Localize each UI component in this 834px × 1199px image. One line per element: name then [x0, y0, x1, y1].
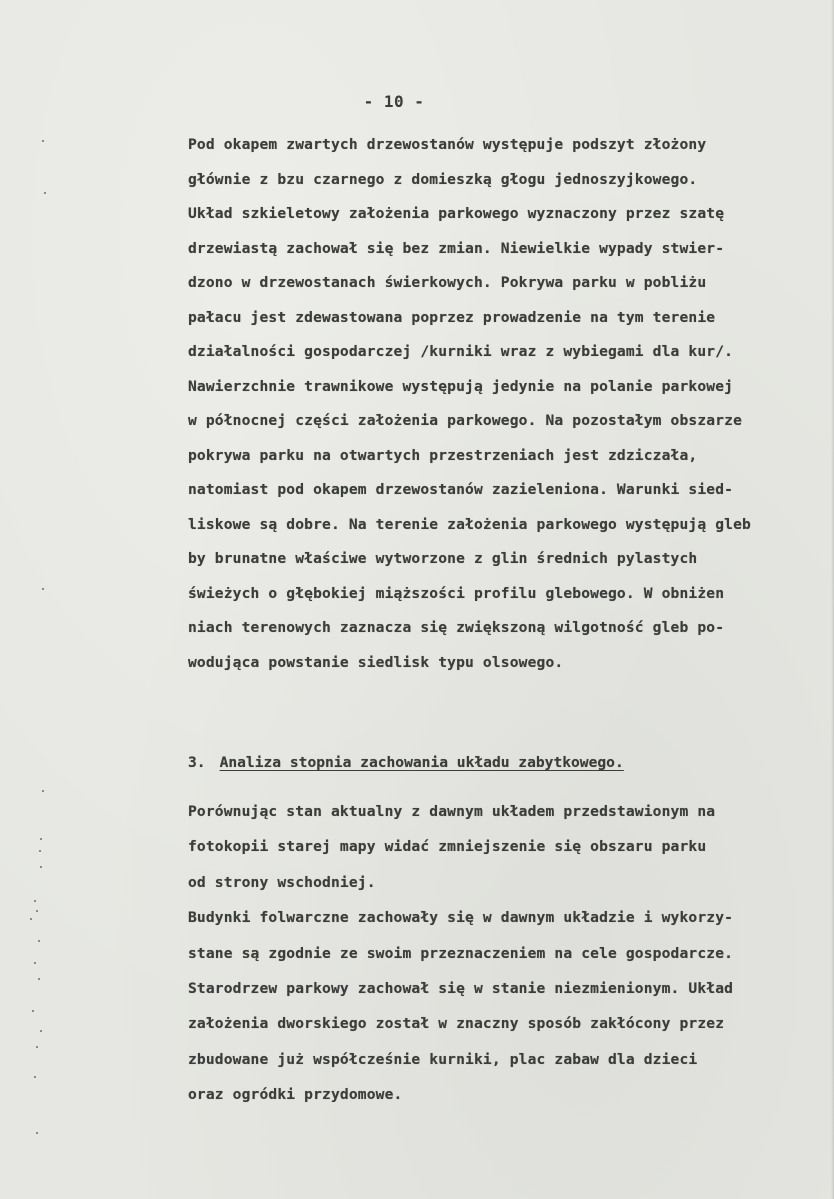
section-heading: [188, 748, 624, 778]
text-line: pokrywa parku na otwartych przestrzeniach jest zdziczała,: [188, 446, 698, 464]
text-line: Budynki folwarczne zachowały się w dawnym układzie i wykorzy-: [188, 909, 734, 927]
text-line: świeżych o głębokiej miąższości profilu glebowego. W obniżen: [188, 584, 725, 602]
text-line: drzewiastą zachował się bez zmian. Niewielkie wypady stwier-: [188, 239, 725, 257]
paragraph-analysis: [188, 794, 828, 1113]
text-line: Nawierzchnie trawnikowe występują jedynie na polanie parkowej: [188, 377, 734, 395]
text-line: zbudowane już współcześnie kurniki, plac zabaw dla dzieci: [188, 1050, 698, 1068]
text-line: liskowe są dobre. Na terenie założenia parkowego występują gleb: [188, 515, 751, 533]
text-line: dzono w drzewostanach świerkowych. Pokrywa parku w pobliżu: [188, 274, 707, 291]
text-line: Porównując stan aktualny z dawnym układem przedstawionym na: [188, 803, 716, 820]
text-line: Układ szkieletowy założenia parkowego wyznaczony przez szatę: [188, 205, 725, 222]
text-line: Pod okapem zwartych drzewostanów występuje podszyt złożony: [188, 136, 707, 153]
section-title: Analiza stopnia zachowania układu zabytkowego.: [219, 754, 624, 771]
text-line: stane są zgodnie ze swoim przeznaczeniem na cele gospodarcze.: [188, 944, 734, 962]
paragraph-vegetation: [188, 128, 828, 680]
text-line: pałacu jest zdewastowana poprzez prowadzenie na tym terenie: [188, 308, 716, 326]
text-line: założenia dworskiego został w znaczny sposób zakłócony przez: [188, 1015, 725, 1033]
text-line: niach terenowych zaznacza się zwiększoną wilgotność gleb po-: [188, 619, 725, 636]
section-number: 3.: [188, 754, 206, 771]
text-line: by brunatne właściwe wytworzone z glin średnich pylastych: [188, 550, 698, 567]
text-line: natomiast pod okapem drzewostanów zazieleniona. Warunki sied-: [188, 481, 734, 498]
text-line: działalności gospodarczej /kurniki wraz z wybiegami dla kur/.: [188, 343, 734, 360]
page-number: - 10 -: [363, 92, 425, 111]
text-line: wodująca powstanie siedlisk typu olsowego.: [188, 653, 564, 671]
margin-punch-marks: [30, 0, 50, 1199]
text-line: głównie z bzu czarnego z domieszką głogu jednoszyjkowego.: [188, 170, 698, 188]
text-line: Starodrzew parkowy zachował się w stanie niezmienionym. Układ: [188, 979, 734, 997]
text-line: od strony wschodniej.: [188, 873, 376, 891]
text-line: w północnej części założenia parkowego. Na pozostałym obszarze: [188, 412, 743, 429]
text-line: fotokopii starej mapy widać zmniejszenie się obszaru parku: [188, 838, 707, 856]
text-line: oraz ogródki przydomowe.: [188, 1086, 403, 1104]
